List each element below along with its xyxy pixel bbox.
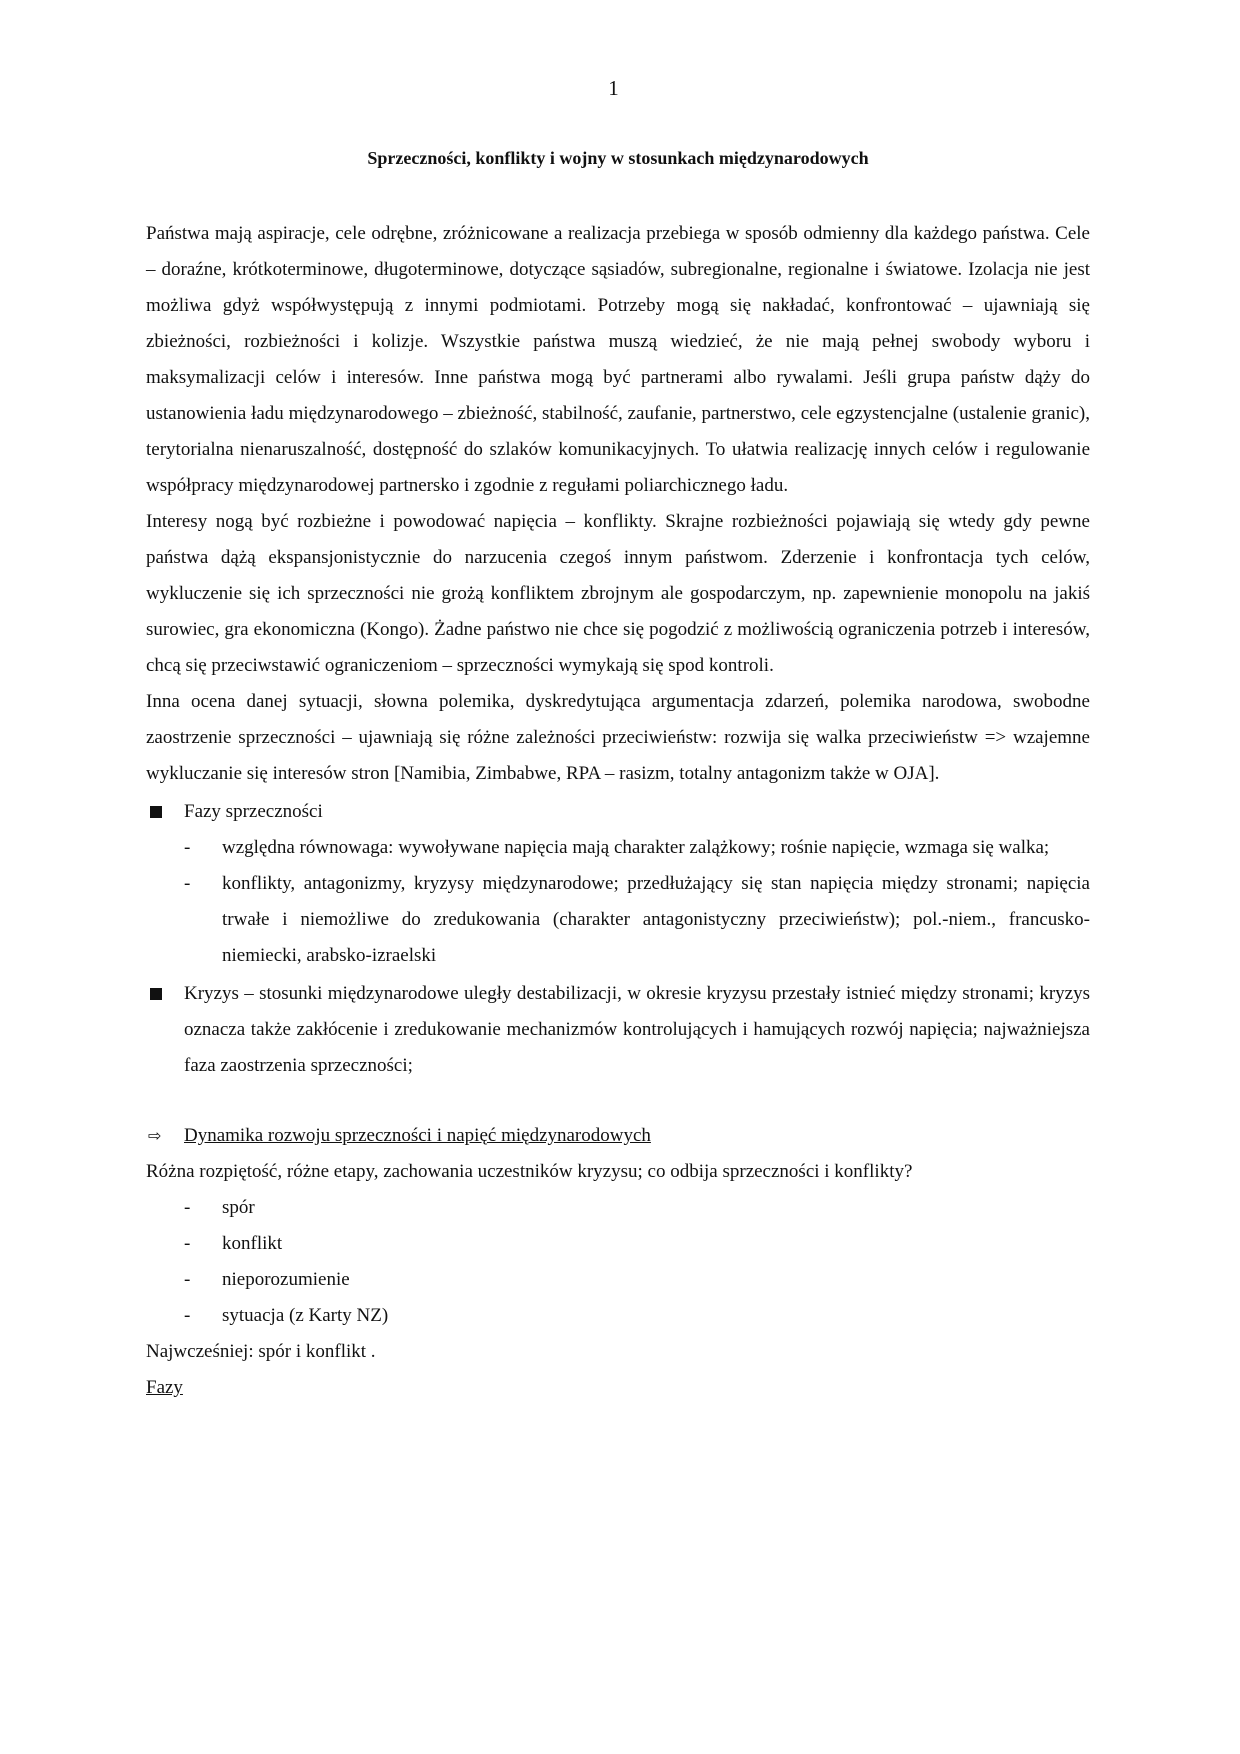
phase-item-2: konflikty, antagonizmy, kryzysy międzynarodowe; przedłużający się stan napięcia między stronami; napięcia trwałe i niemożliwe do zredukowania (charakter antagonistyczny przeciwieństw); pol.-niem., francusko-niemiecki, arabsko-izraelski [222,873,1090,966]
page-number: 1 [608,76,619,100]
dash-bullet: - [184,873,191,894]
paragraph-3: Inna ocena danej sytuacji, słowna polemika, dyskredytująca argumentacja zdarzeń, polemika narodowa, swobodne zaostrzenie sprzeczności – ujawniają się różne zależności przeciwieństw: rozwija się walka przeciwieństw => wzajemne wykluczanie się interesów stron [Namibia, Zimbabwe, RPA – rasizm, totalny antagonizm także w OJA]. [146,691,1090,784]
dynamics-intro: Różna rozpiętość, różne etapy, zachowania uczestników kryzysu; co odbija sprzeczności i konflikty? [146,1161,913,1182]
earliest-text: Najwcześniej: spór i konflikt . [146,1341,376,1362]
document-title: Sprzeczności, konflikty i wojny w stosunkach międzynarodowych [367,148,869,168]
dynamics-item-1: spór [222,1197,255,1218]
square-bullet-icon [150,806,162,818]
document-body [146,216,1090,1406]
dynamics-item-3: nieporozumienie [222,1269,350,1290]
crisis-text: Kryzys – stosunki międzynarodowe uległy destabilizacji, w okresie kryzysu przestały istnieć między stronami; kryzys oznacza także zakłócenie i zredukowanie mechanizmów kontrolujących i hamujących rozwój napięcia; najważniejsza faza zaostrzenia sprzeczności; [184,983,1090,1076]
square-bullet-icon [150,988,162,1000]
crisis-bullet [146,976,1090,1084]
list-item [146,1190,1090,1226]
dash-bullet: - [184,1305,191,1326]
list-item [146,1226,1090,1262]
dynamics-item-4: sytuacja (z Karty NZ) [222,1305,389,1326]
list-item [146,866,1090,974]
arrow-right-icon: ⇨ [148,1126,162,1145]
phases-label: Fazy [146,1377,183,1398]
paragraph-1: Państwa mają aspiracje, cele odrębne, zróżnicowane a realizacja przebiega w sposób odmienny dla każdego państwa. Cele – doraźne, krótkoterminowe, długoterminowe, dotyczące sąsiadów, subregionalne, regionalne i światowe. Izolacja nie jest możliwa gdyż współwystępują z innymi podmiotami. Potrzeby mogą się nakładać, konfrontować – ujawniają się zbieżności, rozbieżności i kolizje. Wszystkie państwa muszą wiedzieć, że nie mają pełnej swobody wyboru i maksymalizacji celów i interesów. Inne państwa mogą być partnerami albo rywalami. Jeśli grupa państw dąży do ustanowienia ładu międzynarodowego – zbieżność, stabilność, zaufanie, partnerstwo, cele egzystencjalne (ustalenie granic), terytorialna nienaruszalność, dostępność do szlaków komunikacyjnych. To ułatwia realizację innych celów i regulowanie współpracy międzynarodowej partnersko i zgodnie z regułami poliarchicznego ładu. [146,223,1090,496]
list-item [146,1262,1090,1298]
phases-bullet [146,794,1090,830]
dash-bullet: - [184,1233,191,1254]
dynamics-heading-row [146,1118,1090,1154]
dynamics-heading: Dynamika rozwoju sprzeczności i napięć międzynarodowych [184,1125,651,1146]
phase-item-1: względna równowaga: wywoływane napięcia mają charakter zalążkowy; rośnie napięcie, wzmaga się walka; [222,837,1050,858]
list-item [146,830,1090,866]
dash-bullet: - [184,837,191,858]
paragraph-2: Interesy nogą być rozbieżne i powodować napięcia – konflikty. Skrajne rozbieżności pojawiają się wtedy gdy pewne państwa dążą ekspansjonistycznie do narzucenia czegoś innym państwom. Zderzenie i konfrontacja tych celów, wykluczenie się ich sprzeczności nie grożą konfliktem zbrojnym ale gospodarczym, np. zapewnienie monopolu na jakiś surowiec, gra ekonomiczna (Kongo). Żadne państwo nie chce się pogodzić z możliwością ograniczenia potrzeb i interesów, chcą się przeciwstawić ograniczeniom – sprzeczności wymykają się spod kontroli. [146,511,1090,676]
phases-heading: Fazy sprzeczności [184,801,323,822]
dynamics-item-2: konflikt [222,1233,283,1254]
list-item [146,1298,1090,1334]
dash-bullet: - [184,1269,191,1290]
dash-bullet: - [184,1197,191,1218]
